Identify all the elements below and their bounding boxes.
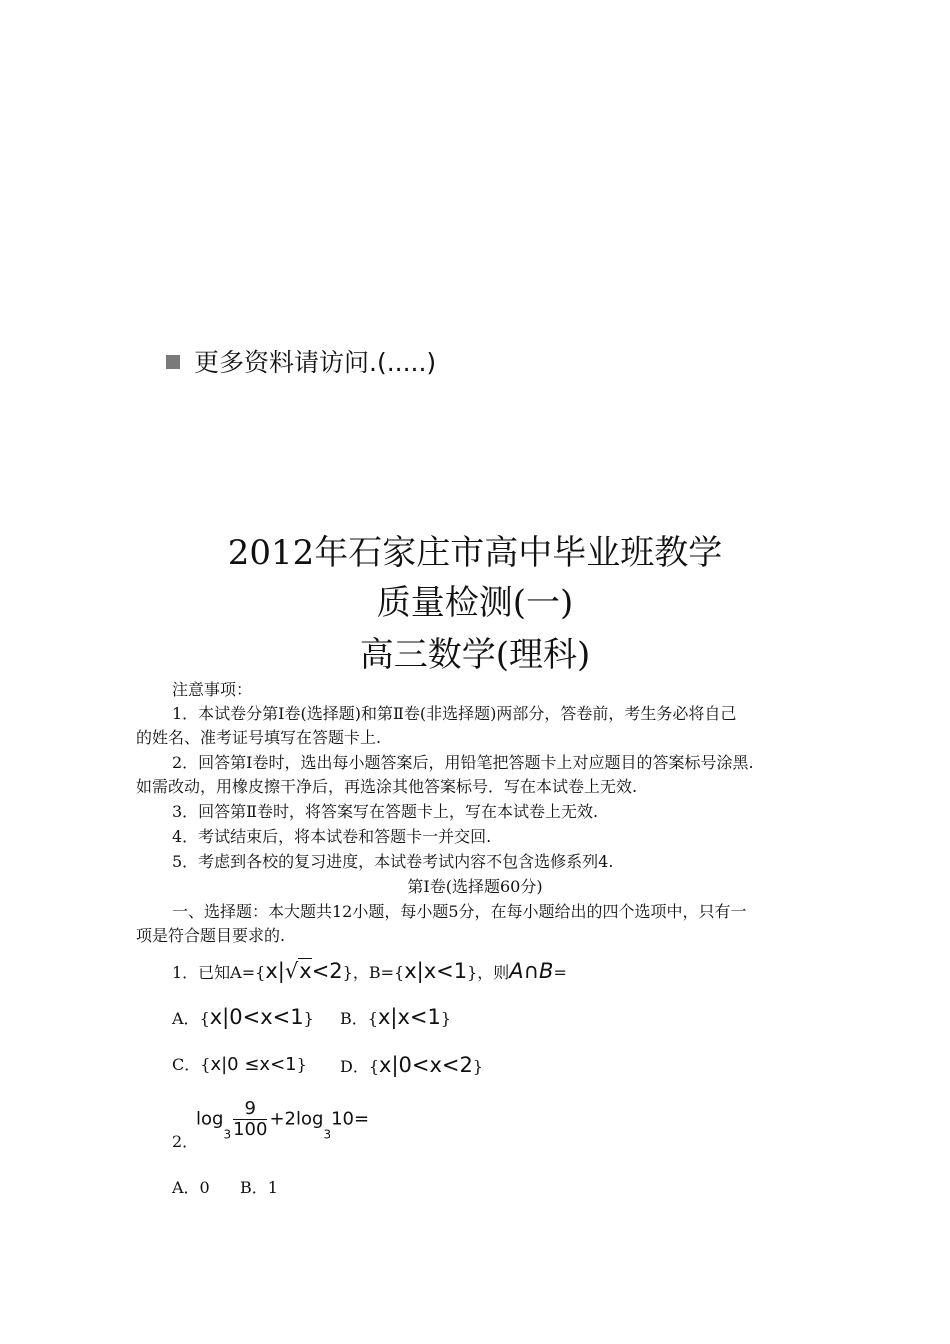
title-line-2: 质量检测(一) xyxy=(376,583,574,623)
notice-item-2b: 如需改动，用橡皮擦干净后，再选涂其他答案标号．写在本试卷上无效. xyxy=(136,777,638,796)
q1-option-b: B．{x|x<1} xyxy=(340,1005,452,1029)
title-line-1: 2012年石家庄市高中毕业班教学 xyxy=(227,533,723,573)
q2-option-a: A．0 xyxy=(172,1178,210,1197)
header-note-text: 更多资料请访问.(.....) xyxy=(194,348,437,377)
q1-eq: = xyxy=(553,963,567,982)
header-note xyxy=(166,348,436,378)
q2-formula: $\log_3$ $\frac{9}{100}$ $+2\log_310=$ xyxy=(196,1098,370,1142)
q2-label: 2． xyxy=(172,1132,199,1151)
section-title: 第Ⅰ卷(选择题60分) xyxy=(407,877,543,896)
q1-expr: A∩B xyxy=(509,959,554,983)
q1-set-a: x|√x<2 xyxy=(265,959,343,983)
q2-option-b: B．1 xyxy=(240,1178,278,1197)
notice-item-3: 3．回答第Ⅱ卷时，将答案写在答题卡上，写在本试卷上无效. xyxy=(172,802,599,821)
q1-tail: ，则 xyxy=(477,963,510,982)
notice-heading: 注意事项： xyxy=(172,680,253,699)
notice-item-1b: 的姓名、准考证号填写在答题卡上. xyxy=(136,728,382,747)
q1-set-b: x|x<1 xyxy=(404,959,468,983)
q1-option-c: C．{x|0 ≤x<1} xyxy=(172,1054,307,1075)
q1-label: 1．已知A= xyxy=(172,963,256,982)
q1-option-a: A．{x|0<x<1} xyxy=(172,1005,314,1029)
notice-item-5: 5．考虑到各校的复习进度，本试卷考试内容不包含选修系列4. xyxy=(172,852,614,871)
q1-option-d: D．{x|0<x<2} xyxy=(340,1053,484,1077)
section-intro-b: 项是符合题目要求的. xyxy=(136,926,286,945)
brace-open: { xyxy=(255,963,266,982)
notice-item-1a: 1．本试卷分第Ⅰ卷(选择题)和第Ⅱ卷(非选择题)两部分，答卷前，考生务必将自己 xyxy=(172,704,737,723)
q1-sep-b: ，B= xyxy=(352,963,395,982)
square-bullet-icon xyxy=(166,355,180,369)
title-line-3: 高三数学(理科) xyxy=(359,635,591,675)
question-1: 1．已知A={x|√x<2}，B={x|x<1}，则A∩B= xyxy=(172,959,567,983)
brace-close: } xyxy=(342,963,353,982)
notice-item-4: 4．考试结束后，将本试卷和答题卡一并交回. xyxy=(172,827,492,846)
section-intro-a: 一、选择题：本大题共12小题，每小题5分，在每小题给出的四个选项中，只有一 xyxy=(172,902,747,921)
notice-item-2a: 2．回答第Ⅰ卷时，选出每小题答案后，用铅笔把答题卡上对应题目的答案标号涂黑. xyxy=(172,753,754,772)
